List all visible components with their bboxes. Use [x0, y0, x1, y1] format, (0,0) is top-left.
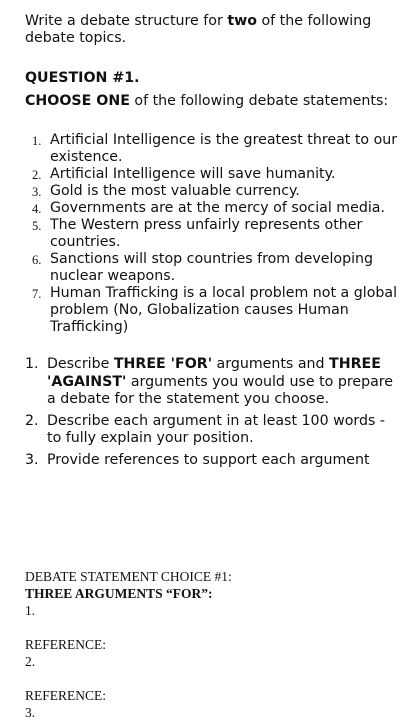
choose-bold: CHOOSE ONE — [25, 93, 130, 109]
argument-number: 1. — [25, 603, 36, 618]
task-number: 1. — [25, 356, 39, 372]
choose-rest: of the following debate statements: — [129, 93, 389, 109]
list-item — [20, 166, 402, 183]
list-item — [20, 183, 402, 200]
argument-number: 3. — [25, 705, 36, 720]
debate-choice-label: DEBATE STATEMENT CHOICE #1: — [25, 569, 232, 584]
list-item — [20, 132, 402, 166]
topic-text: Artificial Intelligence will save humanity. — [50, 166, 336, 182]
list-item — [20, 251, 402, 285]
task-bold-against: THREE 'AGAINST' — [47, 356, 381, 390]
intro-post: of the following debate topics. — [25, 13, 372, 46]
topic-number: 4. — [32, 202, 42, 216]
topic-number: 2. — [32, 168, 42, 182]
task-text-c: arguments and — [212, 356, 330, 372]
spacer — [25, 670, 395, 687]
list-item — [20, 217, 402, 251]
task-text: Describe each argument in at least 100 words - to fully explain your position. — [47, 412, 385, 446]
topic-list — [20, 132, 402, 336]
topic-text: Artificial Intelligence is the greatest threat to our existence. — [50, 132, 398, 165]
topic-text: Gold is the most valuable currency. — [50, 183, 300, 199]
intro-bold: two — [227, 13, 257, 29]
topic-number: 1. — [32, 134, 42, 148]
task-item — [25, 452, 395, 470]
topic-number: 5. — [32, 219, 42, 233]
task-bold-for: THREE 'FOR' — [113, 356, 213, 372]
reference-label: REFERENCE: — [25, 637, 107, 652]
answer-form — [25, 568, 395, 721]
list-item — [20, 200, 402, 217]
question-title: QUESTION #1. — [25, 70, 140, 86]
task-text-d: arguments you would use to prepare a debate for the statement you choose. — [47, 373, 394, 407]
reference-label: REFERENCE: — [25, 688, 107, 703]
task-text-a: Describe — [47, 356, 114, 372]
topic-number: 7. — [32, 287, 42, 301]
task-list — [25, 356, 395, 473]
topic-text: Sanctions will stop countries from developing nuclear weapons. — [50, 251, 374, 284]
argument-number: 2. — [25, 654, 36, 669]
task-number: 3. — [25, 451, 39, 468]
task-number: 2. — [25, 412, 39, 429]
topic-number: 3. — [32, 185, 42, 199]
topic-text: The Western press unfairly represents other countries. — [50, 217, 363, 250]
intro-pre: Write a debate structure for — [25, 13, 228, 29]
task-item — [25, 356, 395, 409]
spacer — [25, 619, 395, 636]
intro-text — [25, 13, 395, 47]
arguments-for-heading: THREE ARGUMENTS “FOR”: — [25, 586, 213, 601]
list-item — [20, 285, 402, 336]
topic-text: Human Trafficking is a local problem not a global problem (No, Globalization causes Human Trafficking) — [50, 285, 398, 335]
topic-number: 6. — [32, 253, 42, 267]
choose-instruction — [25, 93, 395, 110]
topic-text: Governments are at the mercy of social media. — [50, 200, 386, 216]
task-text: Provide references to support each argument — [47, 451, 370, 468]
task-item — [25, 413, 395, 448]
